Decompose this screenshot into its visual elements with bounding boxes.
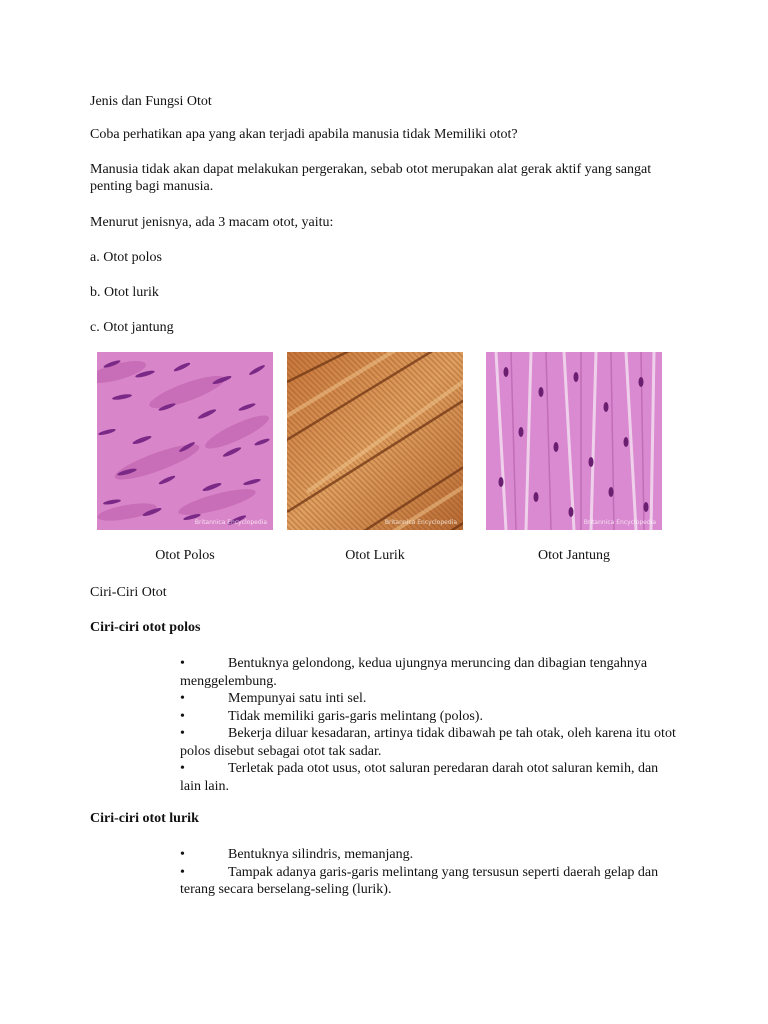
skeletal-muscle-image (287, 352, 463, 530)
bullet-marker: • (180, 864, 185, 880)
polos-bullet-list (180, 655, 680, 795)
question-paragraph: Coba perhatikan apa yang akan terjadi apabila manusia tidak Memiliki otot? (90, 127, 518, 142)
type-item-lurik: b. Otot lurik (90, 285, 159, 300)
lurik-heading: Ciri-ciri otot lurik (90, 811, 199, 826)
caption-otot-polos: Otot Polos (155, 548, 215, 563)
caption-otot-jantung: Otot Jantung (538, 548, 610, 563)
image-watermark: Britannica Encyclopedia (194, 519, 267, 526)
smooth-muscle-image (97, 352, 273, 530)
type-item-jantung: c. Otot jantung (90, 320, 174, 335)
list-item: • Tidak memiliki garis-garis melintang (polos). (180, 708, 483, 724)
bullet-marker: • (180, 656, 185, 671)
list-item: • Bentuknya gelondong, kedua ujungnya meruncing dan dibagian tengahnya menggelembung. (180, 656, 648, 689)
bullet-marker: • (180, 761, 185, 776)
document-title: Jenis dan Fungsi Otot (90, 94, 212, 109)
image-watermark: Britannica Encyclopedia (384, 519, 457, 526)
section-title: Ciri-Ciri Otot (90, 585, 167, 600)
lurik-bullet-list (180, 846, 680, 899)
bullet-marker: • (180, 726, 185, 741)
bullet-marker: • (180, 847, 185, 862)
list-item: • Mempunyai satu inti sel. (180, 691, 367, 706)
answer-paragraph: Manusia tidak akan dapat melakukan pergerakan, sebab otot merupakan alat gerak aktif yang sangat penting bagi manusia. (90, 162, 652, 194)
list-item: • Terletak pada otot usus, otot saluran peredaran darah otot saluran kemih, dan lain lain. (180, 761, 659, 794)
caption-otot-lurik: Otot Lurik (345, 548, 405, 563)
type-item-polos: a. Otot polos (90, 250, 162, 265)
polos-heading: Ciri-ciri otot polos (90, 620, 201, 635)
list-item: • Bentuknya silindris, memanjang. (180, 847, 414, 862)
list-item: • Bekerja diluar kesadaran, artinya tidak dibawah pe tah otak, oleh karena itu otot polos disebut sebagai otot tak sadar. (180, 726, 676, 759)
bullet-marker: • (180, 708, 185, 724)
list-item: • Tampak adanya garis-garis melintang yang tersusun seperti daerah gelap dan terang secara berselang-seling (lurik). (180, 864, 659, 897)
types-intro: Menurut jenisnya, ada 3 macam otot, yaitu: (90, 215, 334, 230)
cardiac-muscle-image (486, 352, 662, 530)
bullet-marker: • (180, 691, 185, 706)
image-watermark: Britannica Encyclopedia (583, 519, 656, 526)
